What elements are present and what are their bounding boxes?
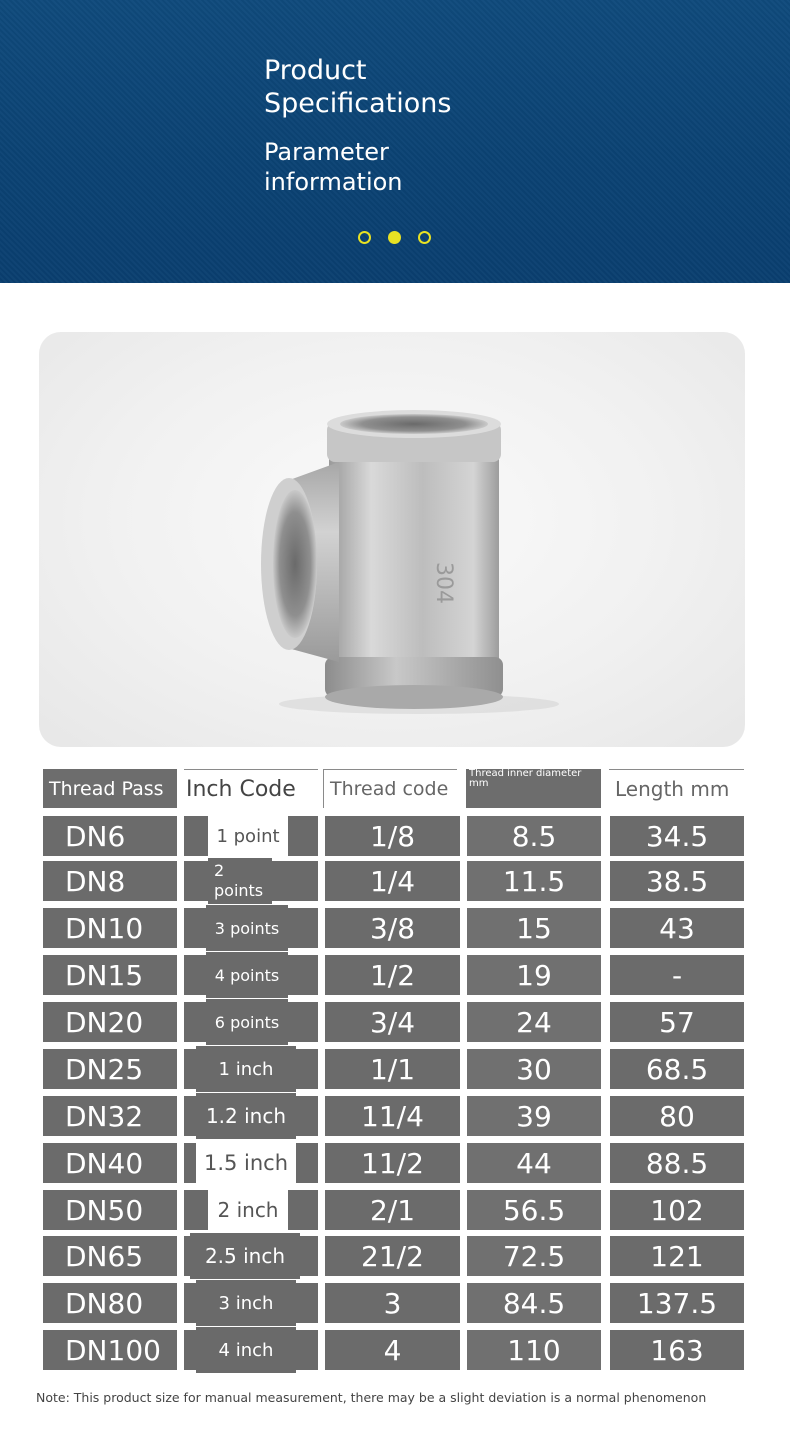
cell-length: 38.5 <box>610 861 744 901</box>
cell-thread-pass: DN80 <box>43 1283 177 1323</box>
cell-thread-pass: DN50 <box>43 1190 177 1230</box>
header-thread-code: Thread code <box>323 769 457 808</box>
cell-thread-pass: DN65 <box>43 1236 177 1276</box>
cell-thread-code: 2/1 <box>325 1190 460 1230</box>
cell-thread-pass: DN8 <box>43 861 177 901</box>
cell-thread-pass: DN15 <box>43 955 177 995</box>
cell-thread-code: 3/4 <box>325 1002 460 1042</box>
product-photo <box>39 332 745 747</box>
cell-length: 163 <box>610 1330 744 1370</box>
header-thread-inner-diameter: Thread inner diameter mm <box>466 769 601 808</box>
cell-thread-code: 1/8 <box>325 816 460 856</box>
cell-length: 88.5 <box>610 1143 744 1183</box>
cell-thread-code: 1/1 <box>325 1049 460 1089</box>
cell-thread-pass: DN25 <box>43 1049 177 1089</box>
header-length-mm: Length mm <box>609 769 744 808</box>
banner-title <box>264 54 451 120</box>
carousel-dot-2-active[interactable] <box>388 231 401 244</box>
cell-thread-pass: DN10 <box>43 908 177 948</box>
cell-inch-code: 1.5 inch <box>196 1140 296 1186</box>
banner-subtitle-line1: Parameter <box>264 138 389 166</box>
cell-inch-code: 1 point <box>208 813 288 859</box>
banner-subtitle <box>264 137 403 197</box>
cell-thread-code: 3/8 <box>325 908 460 948</box>
cell-length: 137.5 <box>610 1283 744 1323</box>
cell-length: 80 <box>610 1096 744 1136</box>
cell-inner-diameter: 8.5 <box>467 816 601 856</box>
cell-thread-code: 11/4 <box>325 1096 460 1136</box>
cell-inner-diameter: 11.5 <box>467 861 601 901</box>
cell-thread-pass: DN20 <box>43 1002 177 1042</box>
header-inch-code: Inch Code <box>184 769 318 808</box>
cell-inch-code: 4 points <box>206 952 288 998</box>
cell-inch-code: 2.5 inch <box>190 1233 300 1279</box>
cell-inner-diameter: 72.5 <box>467 1236 601 1276</box>
cell-length: 102 <box>610 1190 744 1230</box>
cell-inch-code: 2 inch <box>208 1187 288 1233</box>
carousel-dots <box>358 231 431 244</box>
cell-thread-pass: DN32 <box>43 1096 177 1136</box>
carousel-dot-3[interactable] <box>418 231 431 244</box>
banner-title-line1: Product <box>264 55 367 86</box>
measurement-note: Note: This product size for manual measurement, there may be a slight deviation is a normal phenomenon <box>36 1390 707 1405</box>
cell-thread-code: 4 <box>325 1330 460 1370</box>
cell-inch-code: 1 inch <box>196 1046 296 1092</box>
cell-thread-code: 1/2 <box>325 955 460 995</box>
cell-thread-pass: DN40 <box>43 1143 177 1183</box>
pipe-tee-fitting-image <box>39 332 745 747</box>
cell-length: - <box>610 955 744 995</box>
cell-thread-code: 1/4 <box>325 861 460 901</box>
cell-thread-pass: DN6 <box>43 816 177 856</box>
header-banner <box>0 0 790 283</box>
cell-inner-diameter: 39 <box>467 1096 601 1136</box>
cell-inch-code: 3 points <box>206 905 288 951</box>
cell-inner-diameter: 110 <box>467 1330 601 1370</box>
carousel-dot-1[interactable] <box>358 231 371 244</box>
cell-inch-code: 6 points <box>206 999 288 1045</box>
banner-subtitle-line2: information <box>264 168 403 196</box>
cell-length: 43 <box>610 908 744 948</box>
cell-thread-code: 21/2 <box>325 1236 460 1276</box>
cell-thread-code: 3 <box>325 1283 460 1323</box>
cell-inner-diameter: 84.5 <box>467 1283 601 1323</box>
cell-length: 68.5 <box>610 1049 744 1089</box>
cell-length: 121 <box>610 1236 744 1276</box>
cell-inner-diameter: 56.5 <box>467 1190 601 1230</box>
cell-length: 57 <box>610 1002 744 1042</box>
cell-inner-diameter: 19 <box>467 955 601 995</box>
cell-inch-code: 3 inch <box>196 1280 296 1326</box>
cell-inch-code: 4 inch <box>196 1327 296 1373</box>
cell-inner-diameter: 30 <box>467 1049 601 1089</box>
cell-inch-code: 2 points <box>208 858 272 904</box>
cell-thread-code: 11/2 <box>325 1143 460 1183</box>
material-stamp: 304 <box>431 562 456 604</box>
cell-inner-diameter: 15 <box>467 908 601 948</box>
cell-thread-pass: DN100 <box>43 1330 177 1370</box>
banner-title-line2: Specifications <box>264 88 452 119</box>
header-thread-pass: Thread Pass <box>43 769 177 808</box>
cell-inner-diameter: 44 <box>467 1143 601 1183</box>
cell-length: 34.5 <box>610 816 744 856</box>
cell-inch-code: 1.2 inch <box>196 1093 296 1139</box>
cell-inner-diameter: 24 <box>467 1002 601 1042</box>
